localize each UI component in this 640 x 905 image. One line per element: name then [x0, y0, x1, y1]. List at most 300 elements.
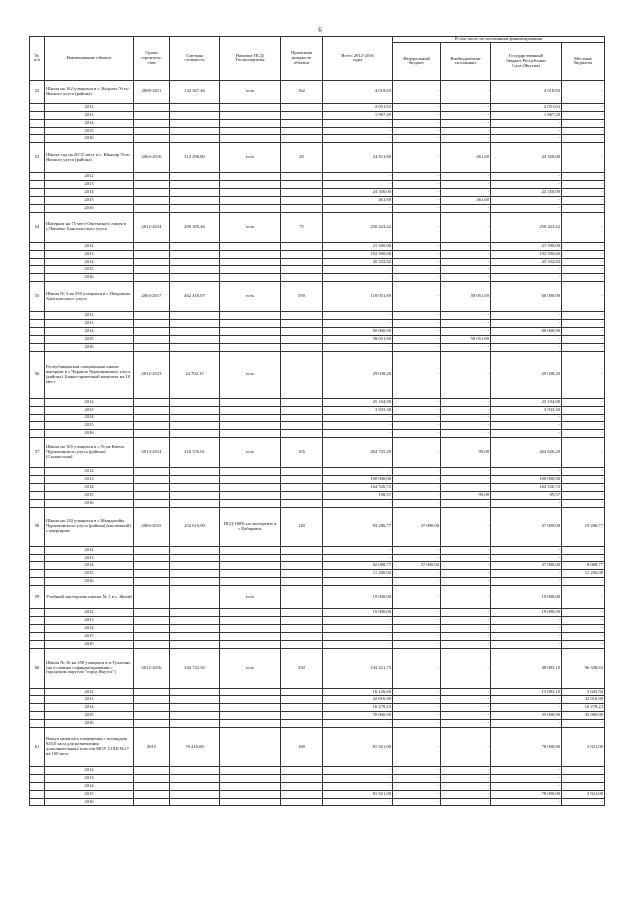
year-extrabudget: - — [441, 398, 491, 406]
object-state: 250 423,42 — [491, 212, 562, 242]
year-row-num — [30, 624, 45, 632]
object-row — [30, 507, 605, 546]
year-state: - — [491, 119, 562, 127]
year-state: 25 104,90 — [491, 398, 562, 406]
year-total: - — [323, 320, 393, 328]
year-local: - — [562, 483, 605, 491]
year-extrabudget: - — [441, 720, 491, 728]
year-row-psd — [220, 570, 281, 578]
object-local: - — [562, 212, 605, 242]
year-row-psd — [220, 766, 281, 774]
year-federal: - — [393, 181, 441, 189]
year-label: 2016 — [45, 720, 134, 728]
object-number: 61 — [30, 727, 45, 766]
year-row-psd — [220, 414, 281, 422]
object-number: 53 — [30, 143, 45, 173]
header-state: Государственный бюджет Республики Саха (Якутия) — [491, 42, 562, 80]
year-local: - — [562, 189, 605, 197]
year-federal: - — [393, 335, 441, 343]
object-extrabudget: 99,00 — [441, 438, 491, 468]
year-extrabudget: - — [441, 312, 491, 320]
year-local: - — [562, 398, 605, 406]
header-extrabudget: Внебюджетные источники — [441, 42, 491, 80]
year-total: - — [323, 468, 393, 476]
year-federal: - — [393, 491, 441, 499]
year-local: - — [562, 766, 605, 774]
year-row-cost — [170, 320, 220, 328]
year-row-psd — [220, 335, 281, 343]
year-state: - — [491, 173, 562, 181]
year-row-capacity — [281, 499, 323, 507]
year-row-capacity — [281, 774, 323, 782]
year-state: - — [491, 546, 562, 554]
year-local: - — [562, 274, 605, 282]
year-label: 2014 — [45, 119, 134, 127]
object-federal: - — [393, 727, 441, 766]
year-row-cost — [170, 266, 220, 274]
object-capacity: 350 — [281, 282, 323, 312]
object-cost: 344 722,50 — [170, 648, 220, 688]
year-extrabudget: - — [441, 406, 491, 414]
year-row-num — [30, 103, 45, 111]
year-label: 2013 — [45, 111, 134, 119]
object-row — [30, 438, 605, 468]
year-extrabudget: - — [441, 766, 491, 774]
year-row-term — [134, 266, 170, 274]
year-total: 70 000,00 — [323, 712, 393, 720]
year-row-cost — [170, 546, 220, 554]
year-local: - — [562, 258, 605, 266]
year-row-cost — [170, 119, 220, 127]
year-row-capacity — [281, 111, 323, 119]
year-local: - — [562, 468, 605, 476]
year-federal: - — [393, 483, 441, 491]
year-row-term — [134, 554, 170, 562]
year-label: 2013 — [45, 320, 134, 328]
object-term: 2012-2016 — [134, 648, 170, 688]
year-federal: - — [393, 414, 441, 422]
year-extrabudget: - — [441, 266, 491, 274]
year-row-num — [30, 609, 45, 617]
year-row-num — [30, 173, 45, 181]
object-term: 2009-2011 — [134, 80, 170, 103]
year-row — [30, 570, 605, 578]
year-row-psd — [220, 320, 281, 328]
year-local: - — [562, 609, 605, 617]
year-row — [30, 766, 605, 774]
year-local: - — [562, 616, 605, 624]
year-extrabudget: - — [441, 204, 491, 212]
year-extrabudget: - — [441, 712, 491, 720]
year-state: - — [491, 430, 562, 438]
year-extrabudget: - — [441, 274, 491, 282]
year-local: - — [562, 320, 605, 328]
year-federal: - — [393, 274, 441, 282]
year-state: - — [491, 499, 562, 507]
year-row-capacity — [281, 578, 323, 586]
year-row — [30, 204, 605, 212]
year-federal: - — [393, 570, 441, 578]
year-row — [30, 398, 605, 406]
year-row-term — [134, 258, 170, 266]
year-row — [30, 181, 605, 189]
year-local: - — [562, 782, 605, 790]
year-row-psd — [220, 119, 281, 127]
year-row — [30, 790, 605, 798]
year-row-cost — [170, 491, 220, 499]
year-row-capacity — [281, 688, 323, 696]
year-state: - — [491, 335, 562, 343]
year-row-cost — [170, 798, 220, 806]
year-total: 81 921,00 — [323, 790, 393, 798]
year-row-capacity — [281, 250, 323, 258]
financing-table — [29, 36, 605, 806]
year-row-num — [30, 258, 45, 266]
year-row — [30, 562, 605, 570]
year-row-term — [134, 320, 170, 328]
year-row-cost — [170, 774, 220, 782]
year-label: 2013 — [45, 250, 134, 258]
year-row-psd — [220, 712, 281, 720]
year-state: - — [491, 632, 562, 640]
object-row — [30, 282, 605, 312]
year-row — [30, 546, 605, 554]
year-row-term — [134, 181, 170, 189]
year-row-cost — [170, 499, 220, 507]
year-row-psd — [220, 468, 281, 476]
year-total: - — [323, 135, 393, 143]
object-local: - — [562, 586, 605, 609]
year-row-capacity — [281, 242, 323, 250]
year-federal: - — [393, 422, 441, 430]
year-total: - — [323, 782, 393, 790]
year-row-num — [30, 468, 45, 476]
year-label: 2014 — [45, 189, 134, 197]
year-total: - — [323, 546, 393, 554]
year-label: 2015 — [45, 197, 134, 205]
year-state: - — [491, 578, 562, 586]
year-federal: - — [393, 398, 441, 406]
year-label: 2016 — [45, 640, 134, 648]
year-row-capacity — [281, 616, 323, 624]
year-row — [30, 483, 605, 491]
year-row — [30, 135, 605, 143]
year-row-term — [134, 204, 170, 212]
object-capacity: 100 — [281, 727, 323, 766]
year-extrabudget: - — [441, 135, 491, 143]
year-state: 1 967,20 — [491, 111, 562, 119]
object-cost: 78 416,00 — [170, 727, 220, 766]
year-row-psd — [220, 476, 281, 484]
year-row — [30, 250, 605, 258]
object-local: 3 921,00 — [562, 727, 605, 766]
year-row-capacity — [281, 266, 323, 274]
object-extrabudget: 58 051,69 — [441, 282, 491, 312]
year-row-psd — [220, 135, 281, 143]
year-row-term — [134, 430, 170, 438]
year-state: - — [491, 766, 562, 774]
year-row-psd — [220, 578, 281, 586]
object-name: Интернат на 75 мест Октемского лицея в с.Чапаево Хангаласского улуса — [45, 212, 134, 242]
year-total: 2 051,63 — [323, 103, 393, 111]
year-row-cost — [170, 103, 220, 111]
year-state: 37 000,00 — [491, 562, 562, 570]
year-row-psd — [220, 274, 281, 282]
year-row-psd — [220, 127, 281, 135]
year-local: - — [562, 774, 605, 782]
object-total: 4 018,83 — [323, 80, 393, 103]
year-label: 2015 — [45, 266, 134, 274]
year-row-cost — [170, 624, 220, 632]
object-psd: есть — [220, 648, 281, 688]
year-extrabudget: 99,00 — [441, 491, 491, 499]
year-label: 2016 — [45, 430, 134, 438]
year-federal: - — [393, 704, 441, 712]
year-row-cost — [170, 483, 220, 491]
year-row-psd — [220, 406, 281, 414]
year-federal: - — [393, 430, 441, 438]
year-label: 2012 — [45, 103, 134, 111]
year-state: 192 590,60 — [491, 250, 562, 258]
object-state: 78 000,00 — [491, 727, 562, 766]
year-total: 16 278,23 — [323, 704, 393, 712]
year-row-term — [134, 632, 170, 640]
year-row-capacity — [281, 766, 323, 774]
year-label: 2014 — [45, 328, 134, 336]
year-extrabudget: - — [441, 189, 491, 197]
year-label: 2013 — [45, 774, 134, 782]
year-state: - — [491, 266, 562, 274]
year-local: - — [562, 798, 605, 806]
object-extrabudget: - — [441, 351, 491, 398]
year-row — [30, 258, 605, 266]
year-local: - — [562, 111, 605, 119]
year-total: - — [323, 173, 393, 181]
object-federal: - — [393, 438, 441, 468]
year-row — [30, 696, 605, 704]
header-cost: Сметная стоимость — [170, 37, 220, 81]
year-row — [30, 173, 605, 181]
year-row-capacity — [281, 696, 323, 704]
year-row-term — [134, 624, 170, 632]
year-extrabudget: - — [441, 111, 491, 119]
year-row-psd — [220, 790, 281, 798]
year-row-psd — [220, 250, 281, 258]
year-row-num — [30, 181, 45, 189]
year-federal: - — [393, 173, 441, 181]
year-row-capacity — [281, 640, 323, 648]
year-row-cost — [170, 189, 220, 197]
year-extrabudget: - — [441, 119, 491, 127]
object-federal: - — [393, 586, 441, 609]
year-row — [30, 406, 605, 414]
year-total: - — [323, 119, 393, 127]
year-extrabudget: - — [441, 250, 491, 258]
year-local: - — [562, 554, 605, 562]
year-row-cost — [170, 712, 220, 720]
header-federal: Федеральный бюджет — [393, 42, 441, 80]
year-total: - — [323, 422, 393, 430]
year-state: 21 500,00 — [491, 242, 562, 250]
object-extrabudget: - — [441, 648, 491, 688]
year-extrabudget: - — [441, 320, 491, 328]
year-row — [30, 197, 605, 205]
year-total: - — [323, 720, 393, 728]
year-label: 2016 — [45, 135, 134, 143]
year-extrabudget: - — [441, 258, 491, 266]
year-total: 60 000,00 — [323, 328, 393, 336]
year-row-term — [134, 774, 170, 782]
object-total: 93 286,77 — [323, 507, 393, 546]
object-state: 19 000,00 — [491, 586, 562, 609]
year-federal: - — [393, 554, 441, 562]
year-total: - — [323, 616, 393, 624]
year-row-num — [30, 578, 45, 586]
year-row-cost — [170, 688, 220, 696]
year-total: 3 933,30 — [323, 406, 393, 414]
object-psd: есть — [220, 351, 281, 398]
year-extrabudget: - — [441, 546, 491, 554]
year-state: 13 083,10 — [491, 688, 562, 696]
year-total: - — [323, 798, 393, 806]
object-extrabudget: 461,60 — [441, 143, 491, 173]
year-state: 19 000,00 — [491, 609, 562, 617]
object-federal: - — [393, 282, 441, 312]
object-name: Школа на 120 учащихся в с.Мындагайы Чурапчинского улуса (района) (наслежной) с квартиром — [45, 507, 134, 546]
object-state: 264 626,29 — [491, 438, 562, 468]
object-local: - — [562, 282, 605, 312]
year-row-term — [134, 704, 170, 712]
year-federal: - — [393, 127, 441, 135]
year-row — [30, 616, 605, 624]
object-total: 19 000,00 — [323, 586, 393, 609]
year-federal: - — [393, 616, 441, 624]
year-federal: - — [393, 250, 441, 258]
year-local: - — [562, 173, 605, 181]
year-total: 19 000,00 — [323, 609, 393, 617]
page-number: 6 — [318, 26, 322, 34]
year-row-term — [134, 562, 170, 570]
year-row-num — [30, 335, 45, 343]
year-label: 2012 — [45, 468, 134, 476]
year-row-term — [134, 343, 170, 351]
year-row-psd — [220, 554, 281, 562]
year-total: 58 051,69 — [323, 335, 393, 343]
year-local: 3 043,50 — [562, 688, 605, 696]
year-row-psd — [220, 624, 281, 632]
year-row-cost — [170, 609, 220, 617]
year-row-num — [30, 204, 45, 212]
year-label: 2013 — [45, 554, 134, 562]
year-row-psd — [220, 422, 281, 430]
year-row-num — [30, 632, 45, 640]
year-state: 45 332,82 — [491, 258, 562, 266]
object-name: Школа № 3 на 350 учащихся в с.Покровске Хангаласского улуса — [45, 282, 134, 312]
object-term: 2012-2013 — [134, 351, 170, 398]
object-capacity — [281, 351, 323, 398]
year-row-cost — [170, 197, 220, 205]
object-term: 2012-2014 — [134, 212, 170, 242]
year-local: - — [562, 181, 605, 189]
year-row-num — [30, 712, 45, 720]
object-number: 56 — [30, 351, 45, 398]
object-psd: есть — [220, 282, 281, 312]
year-row-capacity — [281, 406, 323, 414]
year-row-cost — [170, 250, 220, 258]
year-federal: - — [393, 696, 441, 704]
year-extrabudget: - — [441, 570, 491, 578]
year-row-capacity — [281, 782, 323, 790]
year-row-psd — [220, 562, 281, 570]
object-cost — [170, 586, 220, 609]
year-row-capacity — [281, 274, 323, 282]
year-federal: - — [393, 790, 441, 798]
year-state: - — [491, 127, 562, 135]
year-row-cost — [170, 562, 220, 570]
year-row-num — [30, 790, 45, 798]
year-extrabudget: - — [441, 562, 491, 570]
year-state: - — [491, 343, 562, 351]
year-local: - — [562, 414, 605, 422]
year-label: 2012 — [45, 609, 134, 617]
year-local: - — [562, 632, 605, 640]
year-label: 2016 — [45, 343, 134, 351]
year-row-psd — [220, 782, 281, 790]
year-row — [30, 499, 605, 507]
year-total: - — [323, 774, 393, 782]
year-state: 100 000,00 — [491, 476, 562, 484]
year-row — [30, 491, 605, 499]
object-total: 264 725,29 — [323, 438, 393, 468]
year-label: 2012 — [45, 398, 134, 406]
year-row-num — [30, 640, 45, 648]
year-row — [30, 312, 605, 320]
year-row-psd — [220, 430, 281, 438]
year-total: 164 526,72 — [323, 483, 393, 491]
object-extrabudget: - — [441, 586, 491, 609]
year-local: 16 278,23 — [562, 704, 605, 712]
object-name: Учебный мастерские школы № 1 в с. Жатай — [45, 586, 134, 609]
year-row-term — [134, 312, 170, 320]
year-extrabudget: - — [441, 173, 491, 181]
year-label: 2014 — [45, 414, 134, 422]
object-cost: 132 367,46 — [170, 80, 220, 103]
year-federal: - — [393, 328, 441, 336]
year-federal: - — [393, 111, 441, 119]
year-row-psd — [220, 181, 281, 189]
year-row-capacity — [281, 204, 323, 212]
year-total: - — [323, 624, 393, 632]
year-row-term — [134, 242, 170, 250]
year-state: - — [491, 704, 562, 712]
year-federal: - — [393, 688, 441, 696]
object-state: 29 038,20 — [491, 351, 562, 398]
year-row-cost — [170, 335, 220, 343]
year-row-cost — [170, 422, 220, 430]
year-federal: - — [393, 343, 441, 351]
year-row-capacity — [281, 181, 323, 189]
year-row-term — [134, 546, 170, 554]
header-total: Всего 2012-2016 годы — [323, 37, 393, 81]
year-label: 2014 — [45, 483, 134, 491]
object-total: 29 038,20 — [323, 351, 393, 398]
year-row-cost — [170, 782, 220, 790]
year-local: - — [562, 406, 605, 414]
object-capacity: 120 — [281, 507, 323, 546]
year-local: - — [562, 578, 605, 586]
year-row — [30, 712, 605, 720]
year-row — [30, 782, 605, 790]
